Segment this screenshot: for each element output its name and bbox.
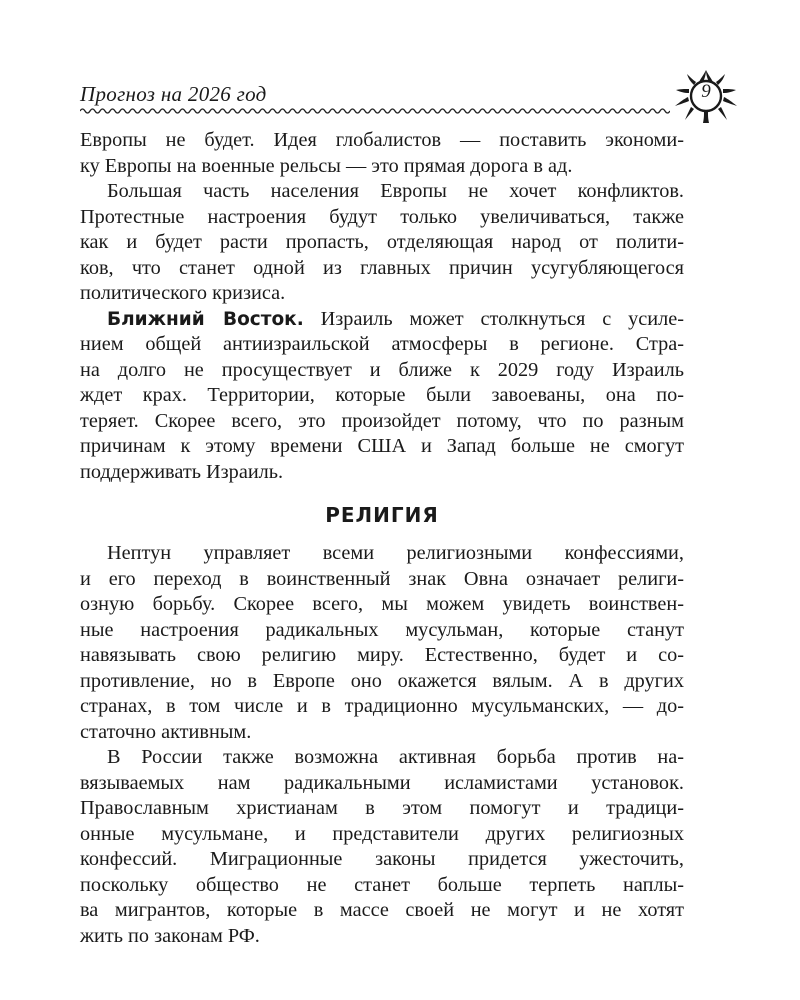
running-header <box>80 80 711 120</box>
text-line <box>80 307 684 333</box>
text-line: нием общей антиизраильской атмосферы в регионе. Стра- <box>80 333 684 355</box>
text-line: статочно активным. <box>80 720 252 743</box>
wavy-divider-rule <box>80 107 670 115</box>
running-title: Прогноз на 2026 год <box>80 82 267 106</box>
text-line: ков, что станет одной из главных причин усугубляющегося <box>80 256 684 279</box>
text-line: Большая часть населения Европы не хочет конфликтов. <box>107 180 684 202</box>
paragraph-russia <box>80 745 684 949</box>
text-line: озную борьбу. Скорее всего, мы можем увидеть воинствен- <box>80 593 684 615</box>
text-run: Израиль может столкнуться с усиле- <box>303 307 685 330</box>
text-line: политического кризиса. <box>80 282 286 304</box>
text-line: поскольку общество не станет больше терпеть наплы- <box>80 873 684 896</box>
page-number: 9 <box>701 81 711 102</box>
text-line: причинам к этому времени США и Запад больше не смогут <box>80 435 684 457</box>
text-line: поддерживать Израиль. <box>80 460 284 483</box>
text-line: противление, но в Европе оно окажется вялым. А в других <box>80 669 684 692</box>
text-line: навязывать свою религию миру. Естественно, будет и со- <box>80 644 684 666</box>
text-line: В России также возможна активная борьба против на- <box>107 746 684 768</box>
text-line: Европы не будет. Идея глобалистов — поставить экономи- <box>80 129 684 151</box>
text-line: ку Европы на военные рельсы — это прямая дорога в ад. <box>80 154 573 177</box>
text-line: Нептун управляет всеми религиозными конфессиями, <box>107 542 684 564</box>
text-line: вязываемых нам радикальными исламистами установок. <box>80 771 684 794</box>
text-line: ждет крах. Территории, которые были завоеваны, она по- <box>80 384 684 406</box>
text-line: теряет. Скорее всего, это произойдет потому, что по разным <box>80 409 684 432</box>
text-line: ные настроения радикальных мусульман, которые станут <box>80 618 684 641</box>
paragraph-middle-east <box>80 307 684 486</box>
text-line: на долго не просуществует и ближе к 2029 году Израиль <box>80 358 684 381</box>
text-line: Православным христианам в этом помогут и традици- <box>80 797 684 819</box>
text-line: онные мусульмане, и представители других религиозных <box>80 822 684 845</box>
text-line: жить по законам РФ. <box>80 924 260 947</box>
body-text <box>80 128 684 949</box>
paragraph-europe-end <box>80 128 684 179</box>
text-line: странах, в том числе и в традиционно мусульманских, — до- <box>80 695 684 717</box>
paragraph-population <box>80 179 684 307</box>
text-line: ва мигрантов, которые в массе своей не могут и не хотят <box>80 899 684 921</box>
text-line: и его переход в воинственный знак Овна означает религи- <box>80 567 684 590</box>
text-line: конфессий. Миграционные законы придется ужесточить, <box>80 848 684 870</box>
text-line: Протестные настроения будут только увеличиваться, также <box>80 205 684 228</box>
section-heading: РЕЛИГИЯ <box>325 503 439 527</box>
run-in-heading: Ближний Восток. <box>107 308 304 330</box>
paragraph-neptune <box>80 541 684 745</box>
text-line: как и будет расти пропасть, отделяющая народ от полити- <box>80 231 684 253</box>
